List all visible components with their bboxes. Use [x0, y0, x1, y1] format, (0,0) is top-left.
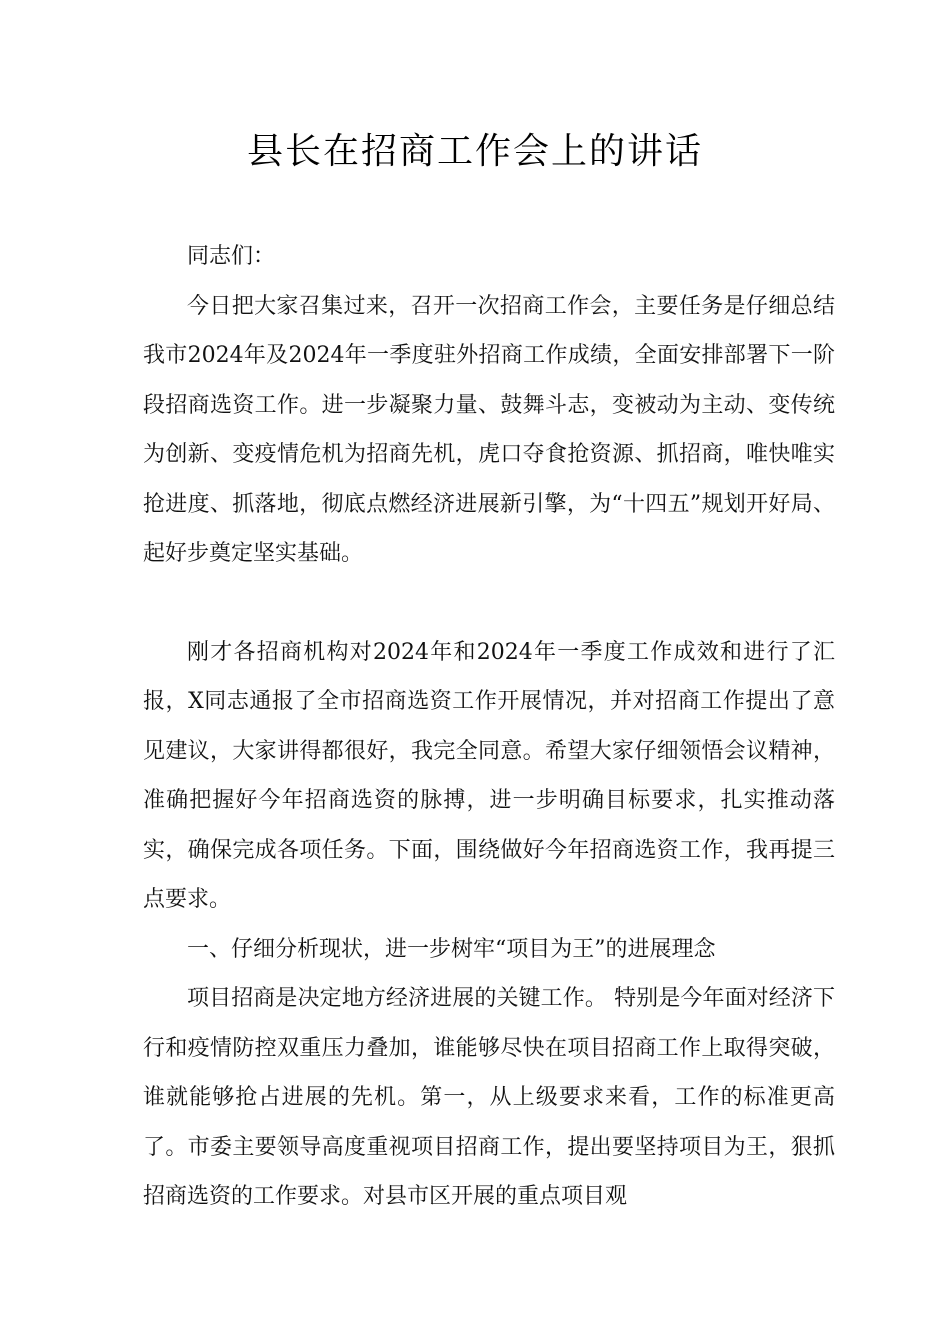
- section-heading-1: 一、仔细分析现状，进一步树牢“项目为王”的进展理念: [187, 936, 716, 962]
- document-body: [143, 232, 835, 1222]
- paragraph-summary: 刚才各招商机构对2024年和2024年一季度工作成效和进行了汇报，X同志通报了全市招商选资工作开展情况，并对招商工作提出了意见建议，大家讲得都很好，我完全同意。希望大家仔细领悟会议精神，准确把握好今年招商选资的脉搏，进一步明确目标要求，扎实推动落实，确保完成各项任务。下面，围绕做好今年招商选资工作，我再提三点要求。: [143, 639, 835, 912]
- paragraph-intro: 今日把大家召集过来，召开一次招商工作会，主要任务是仔细总结我市2024年及2024年一季度驻外招商工作成绩，全面安排部署下一阶段招商选资工作。进一步凝聚力量、鼓舞斗志，变被动为主动、变传统为创新、变疫情危机为招商先机，虎口夺食抢资源、抓招商，唯快唯实抢进度、抓落地，彻底点燃经济进展新引擎，为“十四五”规划开好局、起好步奠定坚实基础。: [143, 293, 835, 566]
- document-title: 县长在招商工作会上的讲话: [246, 131, 703, 172]
- paragraph-section-1: 项目招商是决定地方经济进展的关键工作。 特别是今年面对经济下行和疫情防控双重压力叠加，谁能够尽快在项目招商工作上取得突破，谁就能够抢占进展的先机。第一，从上级要求来看，工作的标准更高了。市委主要领导高度重视项目招商工作，提出要坚持项目为王，狠抓招商选资的工作要求。对县市区开展的重点项目观: [143, 986, 835, 1209]
- salutation: 同志们：: [187, 244, 276, 269]
